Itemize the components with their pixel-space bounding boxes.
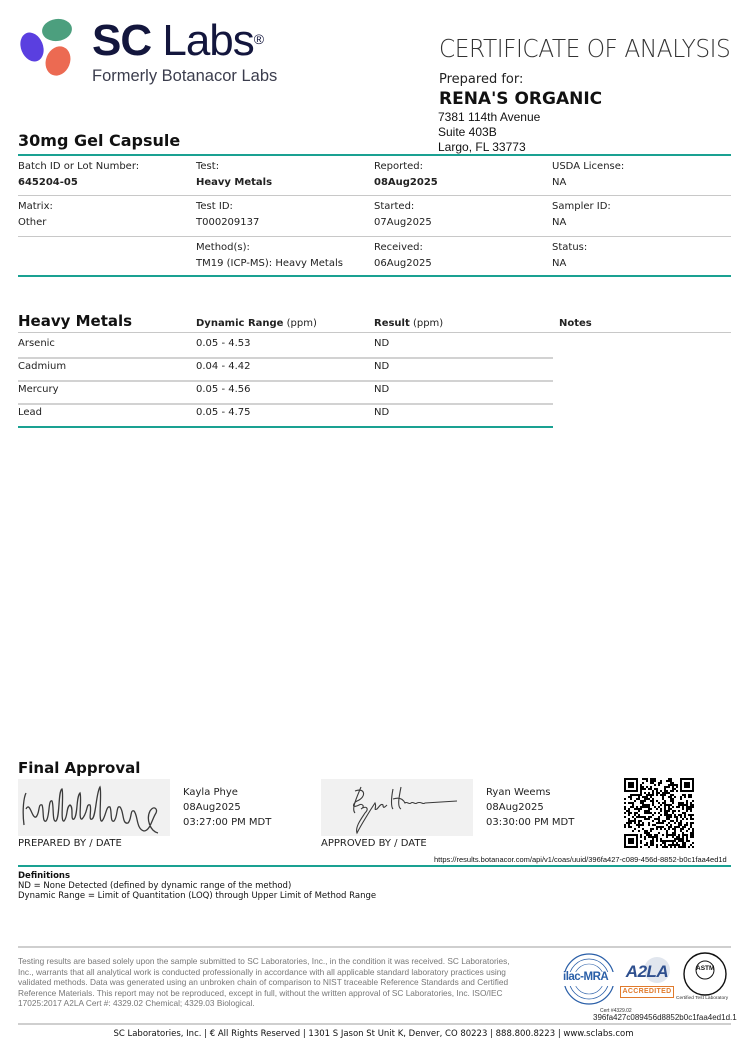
started-value: 07Aug2025	[374, 217, 432, 228]
document-title: CERTIFICATE OF ANALYSIS	[439, 34, 731, 63]
prepared-by-date: 08Aug2025	[183, 802, 241, 813]
approval-divider	[18, 865, 731, 867]
table-header-divider	[18, 332, 731, 333]
disclaimer-line: validated methods. Data was generated using an unbroken chain of comparison to NIST traceable Reference Standards and Certified	[18, 977, 509, 987]
methods-label: Method(s):	[196, 242, 250, 253]
reported-value: 08Aug2025	[374, 177, 438, 188]
reported-label: Reported:	[374, 161, 424, 172]
test-label: Test:	[196, 161, 220, 172]
prepared-by-time: 03:27:00 PM MDT	[183, 817, 272, 828]
approved-by-name: Ryan Weems	[486, 787, 551, 798]
results-section-title: Heavy Metals	[18, 312, 133, 330]
ilac-mra-badge	[561, 952, 617, 1006]
matrix-value: Other	[18, 217, 47, 228]
logo-mark-icon	[18, 16, 80, 78]
dynamic-range-value: 0.05 - 4.56	[196, 384, 251, 395]
column-header-result	[374, 318, 443, 329]
brand-tagline: Formerly Botanacor Labs	[92, 67, 278, 85]
status-label: Status:	[552, 242, 588, 253]
result-header: Result	[374, 318, 410, 329]
result-value: ND	[374, 384, 390, 395]
brand-sc: SC	[92, 16, 152, 65]
info-row-divider	[18, 195, 731, 196]
batch-id-value: 645204-05	[18, 177, 78, 188]
result-value: ND	[374, 407, 390, 418]
brand-labs: Labs	[162, 16, 254, 65]
disclaimer-text	[18, 956, 558, 1009]
dynamic-range-value: 0.04 - 4.42	[196, 361, 251, 372]
received-label: Received:	[374, 242, 423, 253]
prepared-by-caption: PREPARED BY / DATE	[18, 838, 122, 849]
sampler-id-label: Sampler ID:	[552, 201, 611, 212]
dynamic-range-header: Dynamic Range	[196, 318, 284, 329]
signature-icon	[18, 779, 170, 836]
table-bottom-divider	[18, 426, 553, 428]
test-id-label: Test ID:	[196, 201, 233, 212]
accredited-label: ACCREDITED	[620, 986, 674, 998]
matrix-label: Matrix:	[18, 201, 53, 212]
qr-url-link[interactable]: https://results.botanacor.com/api/v1/coas/uuid/396fa427-c089-456d-8852-b0c1faa4ed1d	[434, 855, 727, 864]
result-value: ND	[374, 361, 390, 372]
client-address-line-2: Suite 403B	[438, 125, 497, 139]
result-unit: (ppm)	[409, 318, 444, 329]
client-address-line-3: Largo, FL 33773	[438, 140, 526, 154]
column-header-dynamic-range	[196, 318, 317, 329]
status-value: NA	[552, 258, 567, 269]
disclaimer-line: Testing results are based solely upon the sample submitted to SC Laboratories, Inc., in the condition it was received. SC Laboratories,	[18, 956, 510, 966]
a2la-text: A2LA	[625, 962, 669, 981]
info-row-divider	[18, 236, 731, 237]
ilac-mra-text: ilac-MRA	[563, 971, 609, 983]
astm-text: ASTM	[696, 965, 715, 972]
table-row-divider	[18, 403, 553, 405]
definition-dynamic-range: Dynamic Range = Limit of Quantitation (LOQ) through Upper Limit of Method Range	[18, 891, 377, 901]
batch-id-label: Batch ID or Lot Number:	[18, 161, 140, 172]
document-hash: 396fa427c089456d8852b0c1faa4ed1d.1	[593, 1013, 737, 1022]
table-row-divider	[18, 357, 553, 359]
analyte-name: Arsenic	[18, 338, 55, 349]
disclaimer-line: 17025:2017 A2LA Cert #: 4329.02 Chemical; 4329.03 Biological.	[18, 998, 255, 1008]
test-id-value: T000209137	[196, 217, 260, 228]
received-value: 06Aug2025	[374, 258, 432, 269]
analyte-name: Mercury	[18, 384, 59, 395]
analyte-name: Cadmium	[18, 361, 67, 372]
test-value: Heavy Metals	[196, 177, 273, 188]
disclaimer-top-divider	[18, 946, 731, 948]
disclaimer-line: Inc., warrants that all analytical work is conducted professionally in accordance with all applicable standard laboratory practices using	[18, 966, 506, 977]
approved-by-caption: APPROVED BY / DATE	[321, 838, 427, 849]
column-header-notes: Notes	[559, 318, 592, 329]
disclaimer-line: Reference Materials. This report may not be reproduced, except in full, without the written approval of SC Laboratories, Inc. ISO/IEC	[18, 987, 503, 998]
info-bottom-divider	[18, 275, 731, 277]
brand-registered: ®	[253, 31, 264, 47]
footer-text: SC Laboratories, Inc. | € All Rights Reserved | 1301 S Jason St Unit K, Denver, CO 80223 | 888.800.8223 | www.sclabs.com	[113, 1029, 634, 1039]
final-approval-title: Final Approval	[18, 759, 141, 777]
dynamic-range-unit: (ppm)	[283, 318, 317, 329]
footer-divider	[18, 1023, 731, 1025]
qr-code-icon[interactable]	[624, 778, 694, 848]
signature-icon	[321, 779, 473, 836]
product-name: 30mg Gel Capsule	[18, 131, 181, 150]
astm-icon	[676, 952, 734, 998]
usda-license-label: USDA License:	[552, 161, 625, 172]
astm-caption: Certified Test Laboratory	[676, 996, 729, 1001]
astm-badge	[676, 952, 734, 1004]
approved-by-signature	[321, 779, 473, 836]
sampler-id-value: NA	[552, 217, 567, 228]
client-address-line-1: 7381 114th Avenue	[438, 110, 541, 124]
definitions-title: Definitions	[18, 871, 71, 881]
header-divider	[18, 154, 731, 156]
cert-number: Cert #4329.02	[600, 1008, 632, 1014]
approved-by-time: 03:30:00 PM MDT	[486, 817, 575, 828]
methods-value: TM19 (ICP-MS): Heavy Metals	[196, 258, 343, 269]
definition-nd: ND = None Detected (defined by dynamic range of the method)	[18, 881, 292, 891]
approved-by-date: 08Aug2025	[486, 802, 544, 813]
result-value: ND	[374, 338, 390, 349]
table-row-divider	[18, 380, 553, 382]
sc-labs-logo	[18, 16, 288, 88]
dynamic-range-value: 0.05 - 4.75	[196, 407, 251, 418]
usda-license-value: NA	[552, 177, 567, 188]
started-label: Started:	[374, 201, 415, 212]
prepared-for-label: Prepared for:	[439, 72, 524, 87]
prepared-by-name: Kayla Phye	[183, 787, 238, 798]
prepared-by-signature	[18, 779, 170, 836]
dynamic-range-value: 0.05 - 4.53	[196, 338, 251, 349]
client-name: RENA'S ORGANIC	[439, 89, 603, 109]
a2la-badge	[619, 956, 675, 998]
analyte-name: Lead	[18, 407, 43, 418]
